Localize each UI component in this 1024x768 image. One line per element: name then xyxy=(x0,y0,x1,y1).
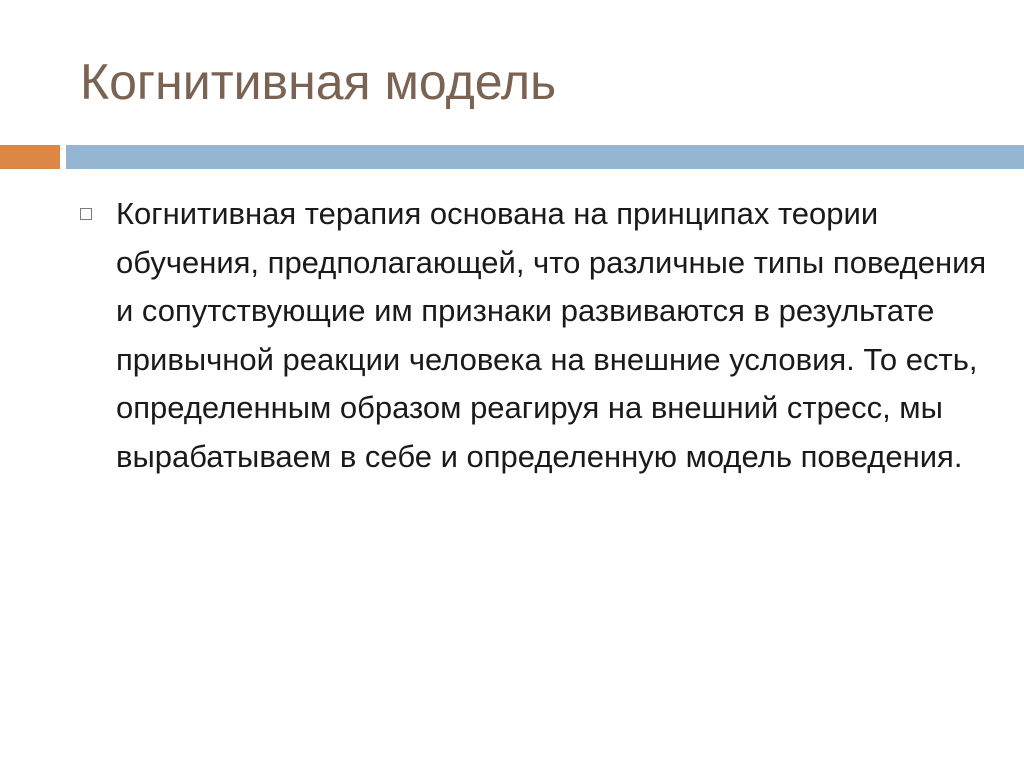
accent-bar-blue xyxy=(66,145,1024,169)
slide-content xyxy=(80,190,990,481)
accent-bar-orange xyxy=(0,145,60,169)
slide-title: Когнитивная модель xyxy=(80,54,557,110)
square-outline-bullet-icon xyxy=(80,208,92,220)
bullet-text: Когнитивная терапия основана на принципах теории обучения, предполагающей, что различные типы поведения и сопутствующие им признаки развиваются в результате привычной реакции человека на внешние условия. То есть, определенным образом реагируя на внешний стресс, мы вырабатываем в себе и определенную модель поведения. xyxy=(116,196,987,474)
bullet-item xyxy=(80,190,990,481)
